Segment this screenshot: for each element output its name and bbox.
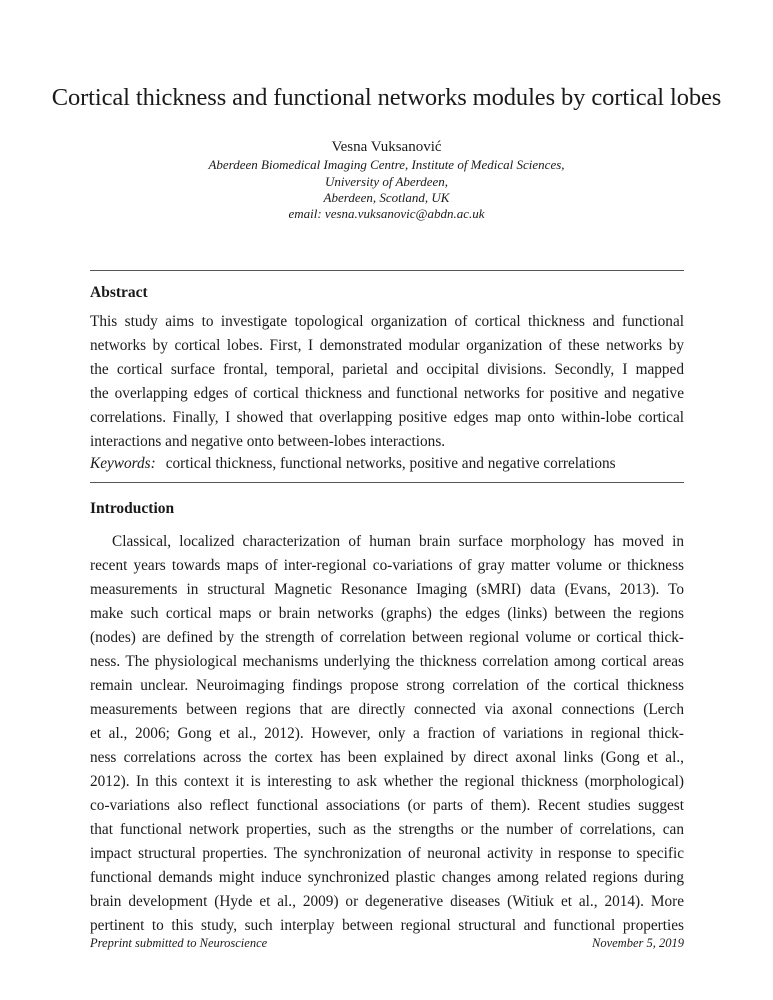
abstract-line: This study aims to investigate topological organization of cortical thickness and functional (90, 313, 684, 330)
intro-line: et al., 2006; Gong et al., 2012). However, only a fraction of variations in regional thick- (90, 725, 684, 742)
keywords (90, 455, 616, 473)
author-email: email: vesna.vuksanovic@abdn.ac.uk (288, 206, 485, 221)
paper-title: Cortical thickness and functional networks modules by cortical lobes (51, 84, 722, 111)
intro-line: measurements in structural Magnetic Resonance Imaging (sMRI) data (Evans, 2013). To (90, 581, 684, 598)
abstract-heading: Abstract (90, 284, 148, 301)
abstract-line: the overlapping edges of cortical thickness and functional networks for positive and negative (90, 385, 684, 402)
keywords-label: Keywords: (90, 455, 156, 472)
abstract-line: correlations. Finally, I showed that overlapping positive edges map onto within-lobe cortical (90, 409, 684, 426)
keywords-text: cortical thickness, functional networks, positive and negative correlations (165, 455, 616, 472)
intro-line: (nodes) are defined by the strength of correlation between regional volume or cortical thick- (90, 629, 684, 646)
intro-line: brain development (Hyde et al., 2009) or degenerative diseases (Witiuk et al., 2014). More (90, 893, 684, 910)
footer-preprint-note: Preprint submitted to Neuroscience (90, 936, 268, 950)
intro-line: recent years towards maps of inter-regional co-variations of gray matter volume or thickness (90, 557, 684, 574)
affiliation-line: University of Aberdeen, (324, 174, 449, 189)
footer-date: November 5, 2019 (592, 936, 684, 950)
intro-line: co-variations also reflect functional associations (or parts of them). Recent studies suggest (90, 797, 684, 814)
intro-line: pertinent to this study, such interplay between regional structural and functional properties (90, 917, 684, 934)
intro-line: measurements between regions that are directly connected via axonal connections (Lerch (90, 701, 684, 718)
intro-line: functional demands might induce synchronized plastic changes among related regions during (90, 869, 684, 886)
intro-line: Classical, localized characterization of human brain surface morphology has moved in (112, 533, 684, 550)
abstract-line: the cortical surface frontal, temporal, parietal and occipital divisions. Secondly, I mapped (90, 361, 684, 378)
abstract-line: interactions and negative onto between-lobes interactions. (90, 433, 446, 450)
intro-line: ness correlations across the cortex has been explained by direct axonal links (Gong et al., (90, 749, 684, 766)
affiliation-line: Aberdeen Biomedical Imaging Centre, Institute of Medical Sciences, (208, 157, 565, 172)
affiliation-line: Aberdeen, Scotland, UK (323, 190, 450, 205)
author-name: Vesna Vuksanović (331, 139, 442, 155)
intro-line: 2012). In this context it is interesting to ask whether the regional thickness (morphological) (90, 773, 684, 790)
top-divider (90, 270, 684, 271)
introduction-heading: Introduction (90, 500, 175, 517)
intro-line: make such cortical maps or brain networks (graphs) the edges (links) between the regions (90, 605, 684, 622)
intro-line: remain unclear. Neuroimaging findings propose strong correlation of the cortical thickness (90, 677, 684, 694)
intro-line: that functional network properties, such as the strengths or the number of correlations, can (90, 821, 684, 838)
abstract-line: networks by cortical lobes. First, I demonstrated modular organization of these networks by (90, 337, 684, 354)
bottom-divider (90, 482, 684, 483)
intro-line: ness. The physiological mechanisms underlying the thickness correlation among cortical areas (90, 653, 684, 670)
intro-line: impact structural properties. The synchronization of neuronal activity in response to specific (90, 845, 684, 862)
